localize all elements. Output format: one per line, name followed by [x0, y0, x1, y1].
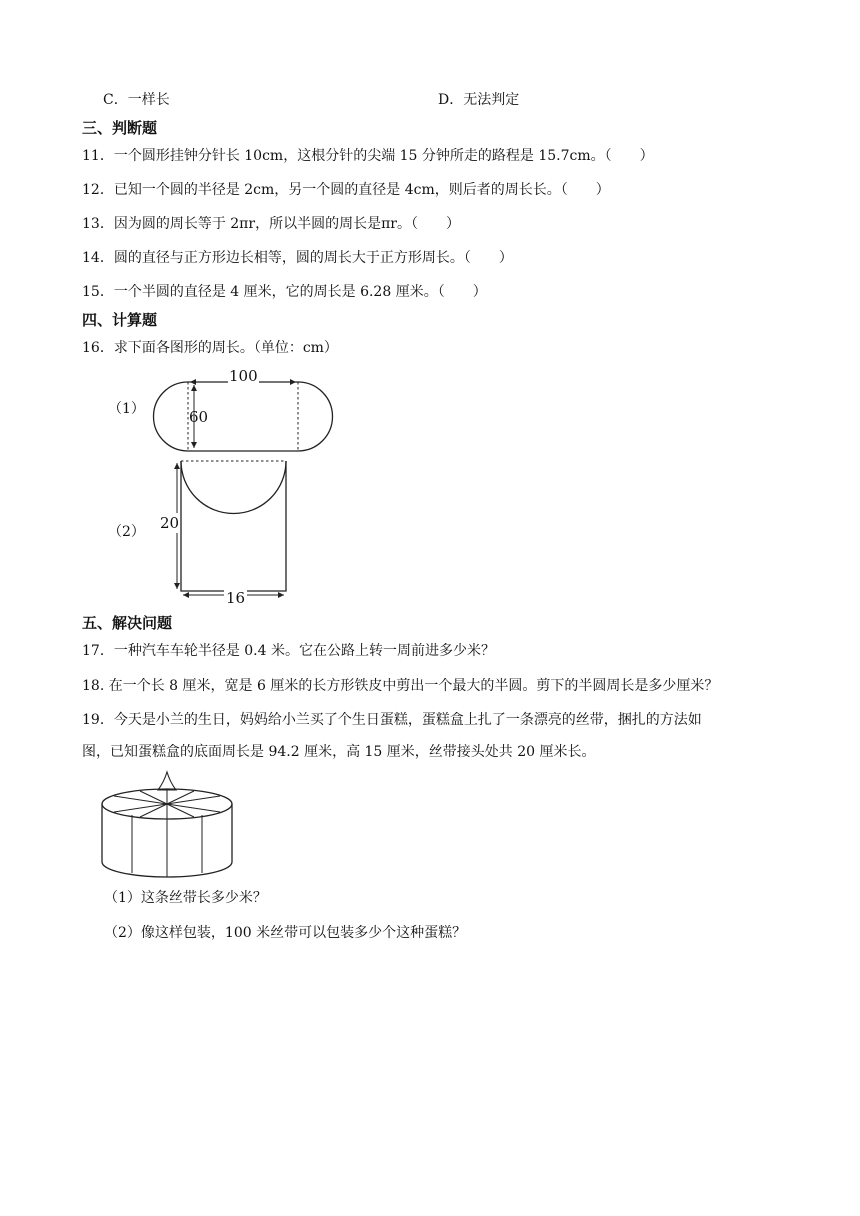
question-13: 13．因为圆的周长等于 2πr，所以半圆的周长是πr。（ ） — [82, 216, 460, 232]
width-arrow-right — [290, 379, 296, 385]
question-18: 18. 在一个长 8 厘米，宽是 6 厘米的长方形铁皮中剪出一个最大的半圆。剪下的半圆周长是多少厘米？ — [82, 678, 719, 694]
rectangle-outline — [181, 461, 286, 591]
sub-question-1: （1）这条丝带长多少米？ — [104, 890, 267, 906]
box-top-ellipse — [102, 789, 232, 819]
ribbon-top-4 — [140, 791, 194, 817]
width-arrow-left — [190, 379, 196, 385]
height-arrow-top — [191, 385, 197, 391]
ribbon-top-3 — [114, 796, 220, 812]
figure-2-height-label: 20 — [160, 514, 180, 532]
figure-1-height-label: 60 — [189, 408, 209, 426]
fig2-height-arrow-top — [174, 463, 180, 469]
ribbon-top-5 — [140, 791, 194, 817]
option-d: D．无法判定 — [438, 92, 520, 108]
box-bottom-arc — [102, 862, 232, 877]
fig2-width-arrow-left — [183, 592, 189, 598]
question-16: 16．求下面各图形的周长。（单位：cm） — [82, 340, 338, 356]
question-17: 17．一种汽车车轮半径是 0.4 米。它在公路上转一周前进多少米？ — [82, 643, 495, 659]
figure-2-label: （2） — [108, 524, 145, 540]
section-5-title: 五、解决问题 — [82, 614, 173, 632]
question-14: 14．圆的直径与正方形边长相等，圆的周长大于正方形周长。（ ） — [82, 250, 513, 266]
ribbon-bow — [158, 772, 176, 790]
section-4-title: 四、计算题 — [82, 311, 158, 329]
question-19-line-1: 19．今天是小兰的生日，妈妈给小兰买了个生日蛋糕，蛋糕盒上扎了一条漂亮的丝带，捆扎的方法如 — [82, 712, 702, 728]
fig2-width-arrow-right — [278, 592, 284, 598]
figure-2-width-label: 16 — [226, 589, 246, 607]
section-3-title: 三、判断题 — [82, 119, 158, 137]
option-c: C．一样长 — [103, 92, 170, 108]
figure-1-label: （1） — [108, 401, 145, 417]
question-11: 11．一个圆形挂钟分针长 10cm，这根分针的尖端 15 分钟所走的路程是 15.7cm。（ ） — [82, 148, 654, 164]
question-19-line-2: 图，已知蛋糕盒的底面周长是 94.2 厘米，高 15 厘米，丝带接头处共 20 厘米长。 — [82, 744, 596, 760]
question-12: 12．已知一个圆的半径是 2cm，另一个圆的直径是 4cm，则后者的周长长。（ ） — [82, 182, 610, 198]
semicircle-arc — [181, 461, 286, 514]
height-arrow-bottom — [191, 442, 197, 448]
ribbon-top-2 — [114, 796, 220, 812]
stadium-outline — [154, 382, 333, 451]
figure-1-width-label: 100 — [229, 367, 258, 385]
sub-question-2: （2）像这样包装，100 米丝带可以包装多少个这种蛋糕？ — [104, 925, 467, 941]
fig2-height-arrow-bottom — [174, 583, 180, 589]
question-15: 15．一个半圆的直径是 4 厘米，它的周长是 6.28 厘米。（ ） — [82, 284, 487, 300]
